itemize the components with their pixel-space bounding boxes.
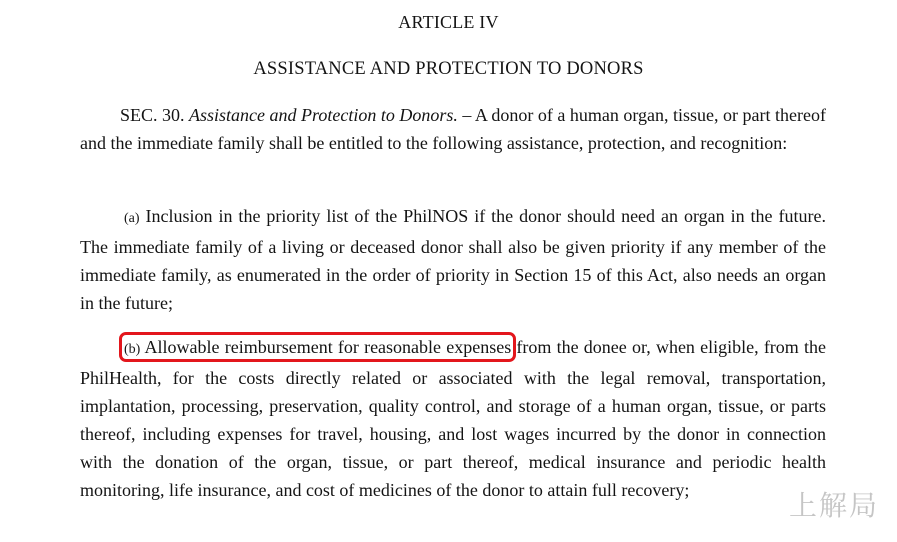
section-caption: Assistance and Protection to Donors. <box>189 105 458 125</box>
article-title: ASSISTANCE AND PROTECTION TO DONORS <box>253 59 644 79</box>
highlight-box <box>124 337 511 357</box>
article-heading: ARTICLE IV <box>398 12 499 32</box>
item-a-paragraph <box>80 202 826 317</box>
watermark-logo: 上解局 <box>788 489 879 522</box>
item-b-letter: (b) <box>124 342 141 357</box>
item-b-text: from the donee or, when eligible, from the PhilHealth, for the costs directly related or associated with the legal removal, transportation, implantation, processing, preservation, quality control, and storage of a human organ, tissue, or parts thereof, including expenses for travel, housing, and lost wages incurred by the donor in connection with the donation of the organ, tissue, or part thereof, medical insurance and periodic health monitoring, life insurance, and cost of medicines of the donor to attain full recovery; <box>80 337 826 500</box>
item-a-letter: (a) <box>124 211 140 226</box>
section-30-paragraph <box>80 101 826 157</box>
section-number: SEC. 30. <box>120 105 185 125</box>
item-b-paragraph <box>80 333 826 504</box>
section-text: – A donor of a human organ, tissue, or part thereof and the immediate family shall be entitled to the following assistance, protection, and recognition: <box>80 105 826 153</box>
item-a-text: Inclusion in the priority list of the PhilNOS if the donor should need an organ in the future. The immediate family of a living or deceased donor shall also be given priority if any member of the immediate family, as enumerated in the order of priority in Section 15 of this Act, also needs an organ in the future; <box>80 206 826 313</box>
item-b-highlighted-text: Allowable reimbursement for reasonable expenses <box>144 337 512 357</box>
